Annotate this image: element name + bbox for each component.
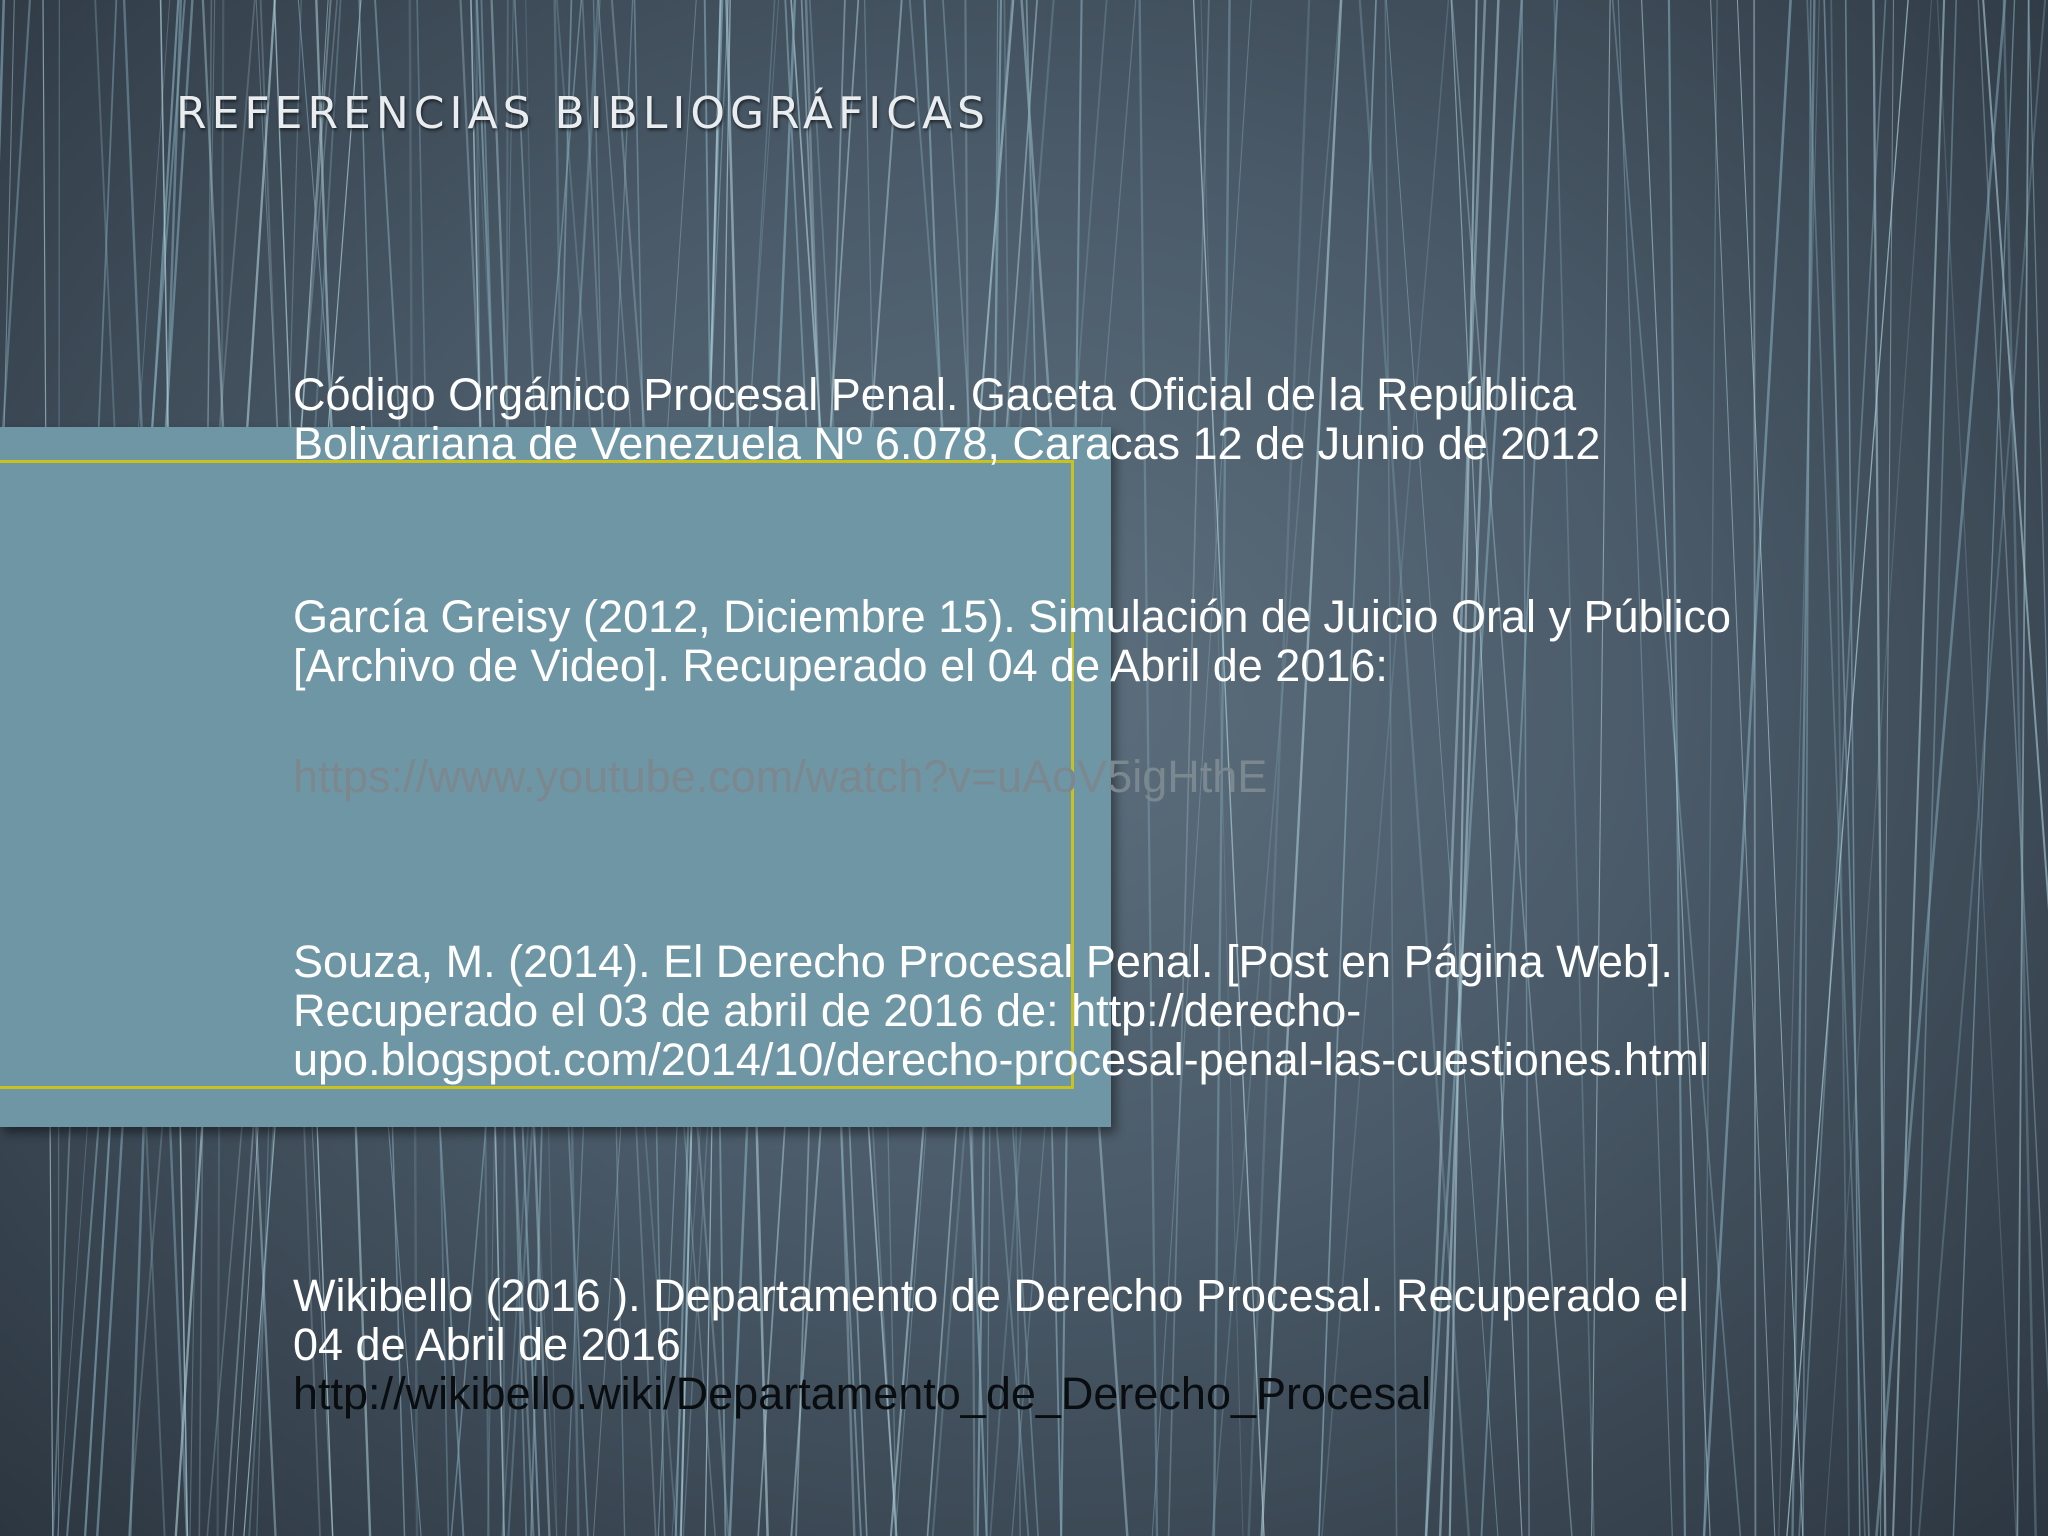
background-stripe	[1983, 0, 2048, 1536]
background-stripe	[1978, 0, 2048, 1536]
background-stripe	[1876, 0, 2005, 1536]
reference-codigo-organico: Código Orgánico Procesal Penal. Gaceta Oficial de la República Bolivariana de Venezuela Nº 6.078, Caracas 12 de Junio de 2012	[293, 369, 1601, 469]
background-stripe	[1937, 0, 2016, 1536]
reference-wikibello	[293, 1271, 1733, 1418]
background-stripe	[1919, 0, 2045, 1536]
reference-souza: Souza, M. (2014). El Derecho Procesal Penal. [Post en Página Web]. Recuperado el 03 de abril de 2016 de: http://derecho-upo.blogspot.com/2014/10/derecho-procesal-penal-las-cuestiones.html	[293, 936, 1709, 1085]
background-stripe	[1807, 0, 1865, 1536]
reference-wikibello-text: Wikibello (2016 ). Departamento de Derecho Procesal. Recuperado el 04 de Abril de 2016	[293, 1270, 1689, 1370]
background-stripe	[1881, 0, 1894, 1536]
background-stripe	[1754, 0, 1755, 1536]
slide-title: REFERENCIAS BIBLIOGRÁFICAS	[176, 88, 990, 139]
reference-wikibello-link[interactable]: http://wikibello.wiki/Departamento_de_Derecho_Procesal	[293, 1368, 1432, 1419]
reference-garcia-greisy-link[interactable]: https://www.youtube.com/watch?v=uAoV5igHthE	[293, 751, 1268, 802]
background-stripe	[1953, 0, 2014, 1536]
background-stripe	[1893, 0, 1944, 1536]
background-stripe	[1779, 0, 1820, 1536]
reference-garcia-greisy: García Greisy (2012, Diciembre 15). Simulación de Juicio Oral y Público [Archivo de Video]. Recuperado el 04 de Abril de 2016:	[293, 591, 1732, 691]
background-stripe	[1874, 0, 1886, 1536]
